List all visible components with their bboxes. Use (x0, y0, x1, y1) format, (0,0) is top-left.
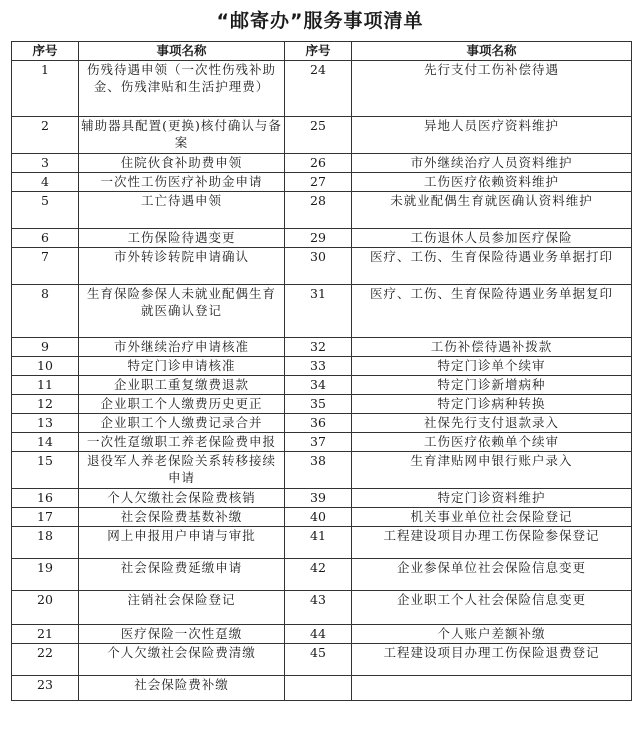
table-row (12, 338, 632, 357)
item-name: 工伤保险待遇变更 (79, 229, 285, 248)
item-name: 工伤退休人员参加医疗保险 (352, 229, 632, 248)
item-number: 42 (285, 559, 352, 591)
table-row (12, 285, 632, 338)
item-number: 36 (285, 414, 352, 433)
page-title: “邮寄办”服务事项清单 (216, 10, 424, 32)
item-number: 30 (285, 248, 352, 285)
item-name: 企业职工个人社会保险信息变更 (352, 591, 632, 625)
table-row (12, 527, 632, 559)
item-name: 生育保险参保人未就业配偶生育就医确认登记 (79, 285, 285, 338)
table-row (12, 229, 632, 248)
item-number: 27 (285, 173, 352, 192)
header-name-right: 事项名称 (352, 42, 632, 61)
item-name: 工程建设项目办理工伤保险参保登记 (352, 527, 632, 559)
item-number: 2 (12, 117, 79, 154)
item-name: 企业职工个人缴费历史更正 (79, 395, 285, 414)
table-row (12, 414, 632, 433)
table-row (12, 117, 632, 154)
item-number: 39 (285, 489, 352, 508)
item-name: 工程建设项目办理工伤保险退费登记 (352, 644, 632, 676)
table-row (12, 676, 632, 701)
item-name: 注销社会保险登记 (79, 591, 285, 625)
item-name: 工伤补偿待遇补拨款 (352, 338, 632, 357)
table-row (12, 192, 632, 229)
item-name: 机关事业单位社会保险登记 (352, 508, 632, 527)
service-items-table (11, 41, 632, 701)
item-number: 6 (12, 229, 79, 248)
item-name: 先行支付工伤补偿待遇 (352, 61, 632, 117)
item-number: 7 (12, 248, 79, 285)
item-number: 12 (12, 395, 79, 414)
item-name: 伤残待遇申领（一次性伤残补助金、伤残津贴和生活护理费） (79, 61, 285, 117)
item-name: 辅助器具配置(更换)核付确认与备案 (79, 117, 285, 154)
item-name: 特定门诊新增病种 (352, 376, 632, 395)
table-row (12, 395, 632, 414)
item-name: 一次性工伤医疗补助金申请 (79, 173, 285, 192)
item-name: 特定门诊病种转换 (352, 395, 632, 414)
item-number: 28 (285, 192, 352, 229)
table-header-row (12, 42, 632, 61)
item-number: 20 (12, 591, 79, 625)
item-number: 18 (12, 527, 79, 559)
item-number: 26 (285, 154, 352, 173)
item-name: 社会保险费补缴 (79, 676, 285, 701)
item-name: 特定门诊单个续审 (352, 357, 632, 376)
table-row (12, 452, 632, 489)
item-name: 个人欠缴社会保险费清缴 (79, 644, 285, 676)
item-number: 11 (12, 376, 79, 395)
table-row (12, 173, 632, 192)
table-row (12, 154, 632, 173)
item-name: 住院伙食补助费申领 (79, 154, 285, 173)
item-number: 32 (285, 338, 352, 357)
item-name: 医疗、工伤、生育保险待遇业务单据打印 (352, 248, 632, 285)
item-name: 医疗保险一次性趸缴 (79, 625, 285, 644)
item-number: 23 (12, 676, 79, 701)
item-name: 社保先行支付退款录入 (352, 414, 632, 433)
item-number: 8 (12, 285, 79, 338)
header-name-left: 事项名称 (79, 42, 285, 61)
item-number: 37 (285, 433, 352, 452)
item-name: 个人账户差额补缴 (352, 625, 632, 644)
item-name: 个人欠缴社会保险费核销 (79, 489, 285, 508)
item-number: 35 (285, 395, 352, 414)
item-number: 16 (12, 489, 79, 508)
item-name: 异地人员医疗资料维护 (352, 117, 632, 154)
item-number: 4 (12, 173, 79, 192)
header-no-left: 序号 (12, 42, 79, 61)
item-number: 19 (12, 559, 79, 591)
item-name: 特定门诊申请核准 (79, 357, 285, 376)
item-name: 医疗、工伤、生育保险待遇业务单据复印 (352, 285, 632, 338)
item-number: 9 (12, 338, 79, 357)
table-row (12, 248, 632, 285)
table-row (12, 61, 632, 117)
item-number: 1 (12, 61, 79, 117)
item-name: 社会保险费延缴申请 (79, 559, 285, 591)
table-row (12, 508, 632, 527)
item-number: 33 (285, 357, 352, 376)
item-name: 退役军人养老保险关系转移接续申请 (79, 452, 285, 489)
item-number: 22 (12, 644, 79, 676)
item-name: 社会保险费基数补缴 (79, 508, 285, 527)
item-name: 企业职工重复缴费退款 (79, 376, 285, 395)
item-number (285, 676, 352, 701)
item-name: 市外继续治疗申请核准 (79, 338, 285, 357)
item-name: 未就业配偶生育就医确认资料维护 (352, 192, 632, 229)
table-row (12, 625, 632, 644)
item-name: 市外继续治疗人员资料维护 (352, 154, 632, 173)
item-number: 10 (12, 357, 79, 376)
table-row (12, 559, 632, 591)
item-number: 5 (12, 192, 79, 229)
item-number: 34 (285, 376, 352, 395)
table-row (12, 357, 632, 376)
item-number: 44 (285, 625, 352, 644)
item-number: 38 (285, 452, 352, 489)
table-row (12, 644, 632, 676)
item-number: 13 (12, 414, 79, 433)
item-number: 24 (285, 61, 352, 117)
item-name: 工亡待遇申领 (79, 192, 285, 229)
item-number: 45 (285, 644, 352, 676)
item-number: 25 (285, 117, 352, 154)
item-name (352, 676, 632, 701)
item-number: 15 (12, 452, 79, 489)
item-number: 41 (285, 527, 352, 559)
item-number: 21 (12, 625, 79, 644)
table-row (12, 433, 632, 452)
item-name: 生育津贴网申银行账户录入 (352, 452, 632, 489)
item-name: 企业职工个人缴费记录合并 (79, 414, 285, 433)
item-number: 17 (12, 508, 79, 527)
table-row (12, 376, 632, 395)
item-name: 一次性趸缴职工养老保险费申报 (79, 433, 285, 452)
item-number: 14 (12, 433, 79, 452)
item-name: 市外转诊转院申请确认 (79, 248, 285, 285)
header-no-right: 序号 (285, 42, 352, 61)
item-name: 工伤医疗依赖资料维护 (352, 173, 632, 192)
item-name: 企业参保单位社会保险信息变更 (352, 559, 632, 591)
item-number: 40 (285, 508, 352, 527)
item-name: 工伤医疗依赖单个续审 (352, 433, 632, 452)
item-number: 3 (12, 154, 79, 173)
item-number: 31 (285, 285, 352, 338)
item-name: 网上申报用户申请与审批 (79, 527, 285, 559)
table-row (12, 591, 632, 625)
item-number: 43 (285, 591, 352, 625)
item-number: 29 (285, 229, 352, 248)
item-name: 特定门诊资料维护 (352, 489, 632, 508)
table-row (12, 489, 632, 508)
